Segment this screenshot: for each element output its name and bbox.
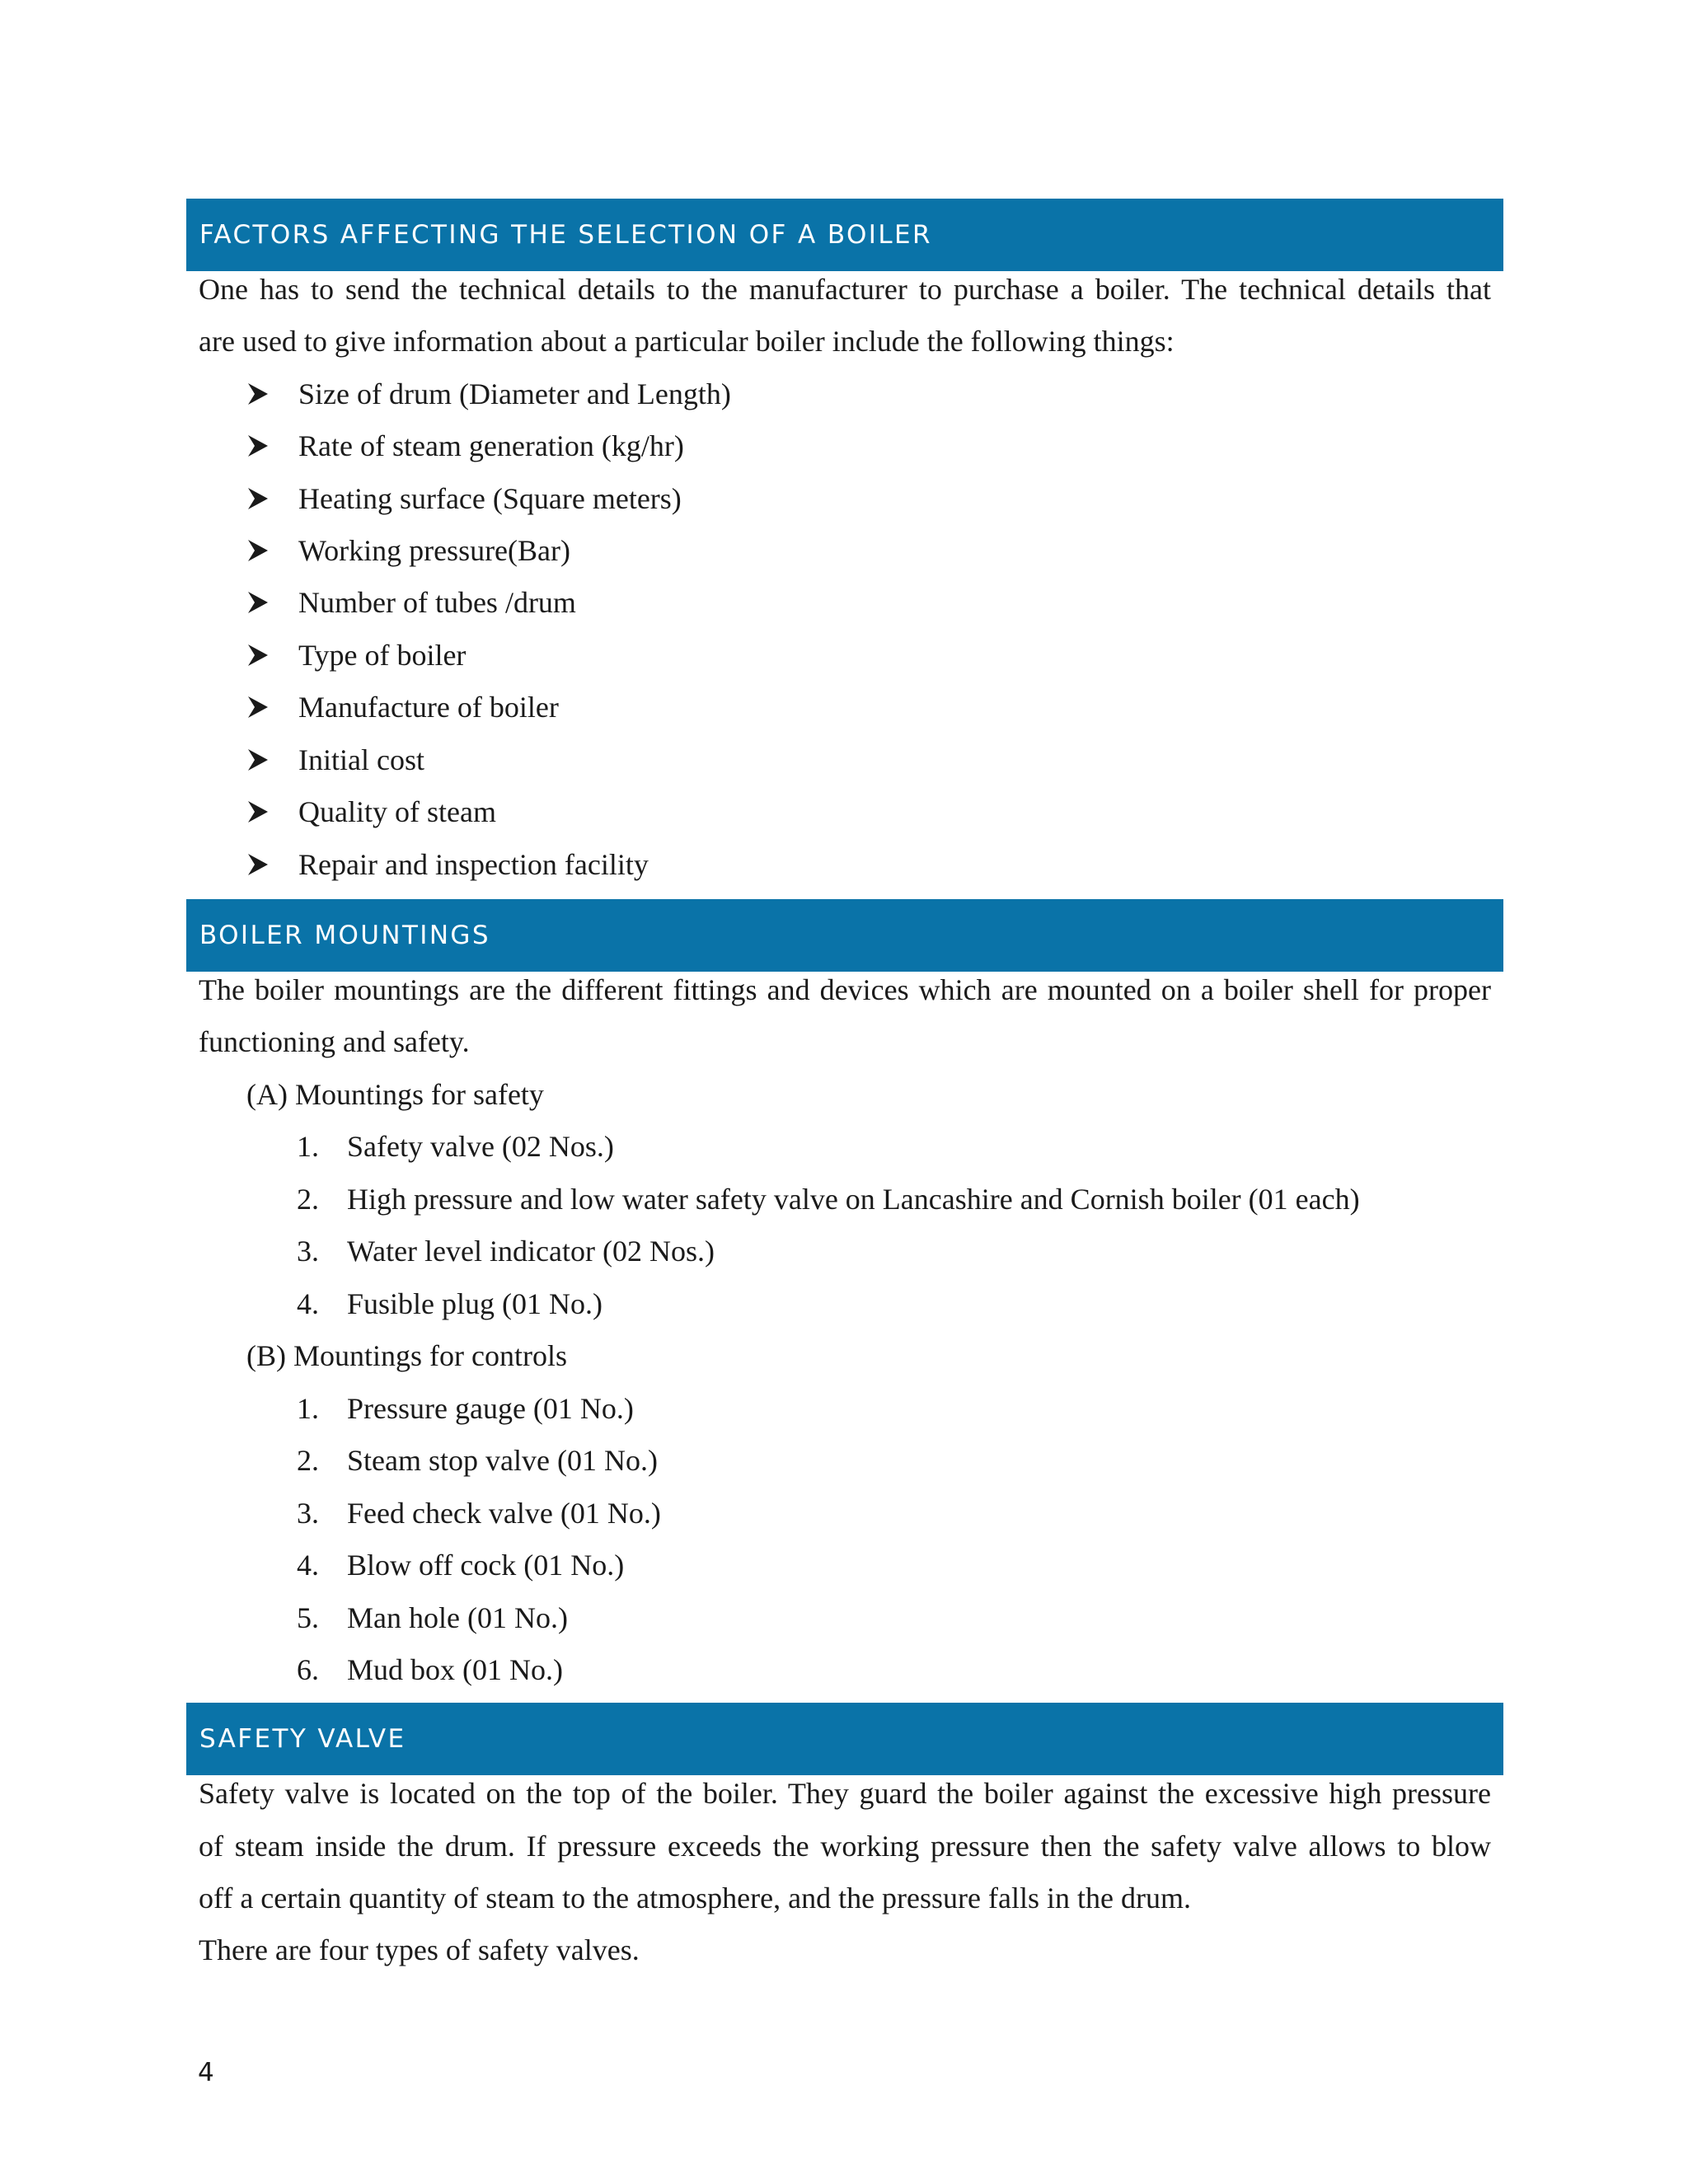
paragraph-line: functioning and safety. — [199, 1025, 470, 1058]
item-text: Water level indicator (02 Nos.) — [347, 1235, 715, 1268]
item-text: Mud box (01 No.) — [347, 1653, 563, 1686]
section-heading-boiler-mountings — [186, 899, 1503, 972]
group-label-controls: (B) Mountings for controls — [246, 1339, 567, 1372]
paragraph-line: are used to give information about a particular boiler include the following things: — [199, 325, 1175, 358]
paragraph-line: There are four types of safety valves. — [199, 1933, 640, 1966]
bullet-text: Number of tubes /drum — [298, 586, 576, 619]
paragraph-line: One has to send the technical details to the manufacturer to purchase a boiler. The technical details that — [199, 273, 1491, 306]
item-number: 1. — [297, 1392, 319, 1425]
paragraph-line: of steam inside the drum. If pressure exceeds the working pressure then the safety valve allows to blow — [199, 1830, 1491, 1863]
item-number: 4. — [297, 1287, 319, 1320]
arrowhead-bullet-icon — [247, 382, 269, 405]
paragraph-line: off a certain quantity of steam to the atmosphere, and the pressure falls in the drum. — [199, 1882, 1191, 1915]
item-text: Pressure gauge (01 No.) — [347, 1392, 634, 1425]
item-number: 5. — [297, 1601, 319, 1634]
bullet-text: Repair and inspection facility — [298, 848, 649, 881]
arrowhead-bullet-icon — [247, 487, 269, 510]
item-number: 2. — [297, 1183, 319, 1216]
item-number: 6. — [297, 1653, 319, 1686]
bullet-text: Type of boiler — [298, 639, 467, 672]
paragraph-line: Safety valve is located on the top of the boiler. They guard the boiler against the excessive high pressure — [199, 1777, 1491, 1810]
item-number: 3. — [297, 1235, 319, 1268]
item-number: 4. — [297, 1549, 319, 1582]
arrowhead-bullet-icon — [247, 591, 269, 614]
item-text: Man hole (01 No.) — [347, 1601, 568, 1634]
arrowhead-bullet-icon — [247, 800, 269, 823]
bullet-text: Working pressure(Bar) — [298, 534, 570, 567]
arrowhead-bullet-icon — [247, 748, 269, 771]
item-number: 3. — [297, 1497, 319, 1530]
section-heading-text: FACTORS AFFECTING THE SELECTION OF A BOILER — [199, 220, 932, 250]
bullet-text: Initial cost — [298, 743, 424, 776]
arrowhead-bullet-icon — [247, 853, 269, 876]
group-label-safety: (A) Mountings for safety — [246, 1078, 544, 1111]
bullet-text: Manufacture of boiler — [298, 691, 559, 724]
bullet-text: Rate of steam generation (kg/hr) — [298, 429, 684, 462]
item-text: Feed check valve (01 No.) — [347, 1497, 661, 1530]
item-text: Fusible plug (01 No.) — [347, 1287, 603, 1320]
section-heading-safety-valve — [186, 1703, 1503, 1775]
arrowhead-bullet-icon — [247, 644, 269, 667]
item-text: High pressure and low water safety valve on Lancashire and Cornish boiler (01 each) — [347, 1183, 1360, 1216]
arrowhead-bullet-icon — [247, 696, 269, 719]
arrowhead-bullet-icon — [247, 539, 269, 562]
section-heading-text: SAFETY VALVE — [199, 1724, 406, 1754]
item-number: 1. — [297, 1130, 319, 1163]
arrowhead-bullet-icon — [247, 434, 269, 457]
item-text: Steam stop valve (01 No.) — [347, 1444, 658, 1477]
section-heading-boiler-selection — [186, 199, 1503, 271]
section-heading-text: BOILER MOUNTINGS — [199, 921, 490, 950]
item-number: 2. — [297, 1444, 319, 1477]
bullet-text: Quality of steam — [298, 795, 496, 828]
page-number: 4 — [198, 2058, 214, 2088]
paragraph-line: The boiler mountings are the different fittings and devices which are mounted on a boiler shell for proper — [199, 973, 1491, 1006]
item-text: Blow off cock (01 No.) — [347, 1549, 625, 1582]
bullet-text: Heating surface (Square meters) — [298, 482, 682, 515]
bullet-text: Size of drum (Diameter and Length) — [298, 377, 731, 410]
item-text: Safety valve (02 Nos.) — [347, 1130, 614, 1163]
